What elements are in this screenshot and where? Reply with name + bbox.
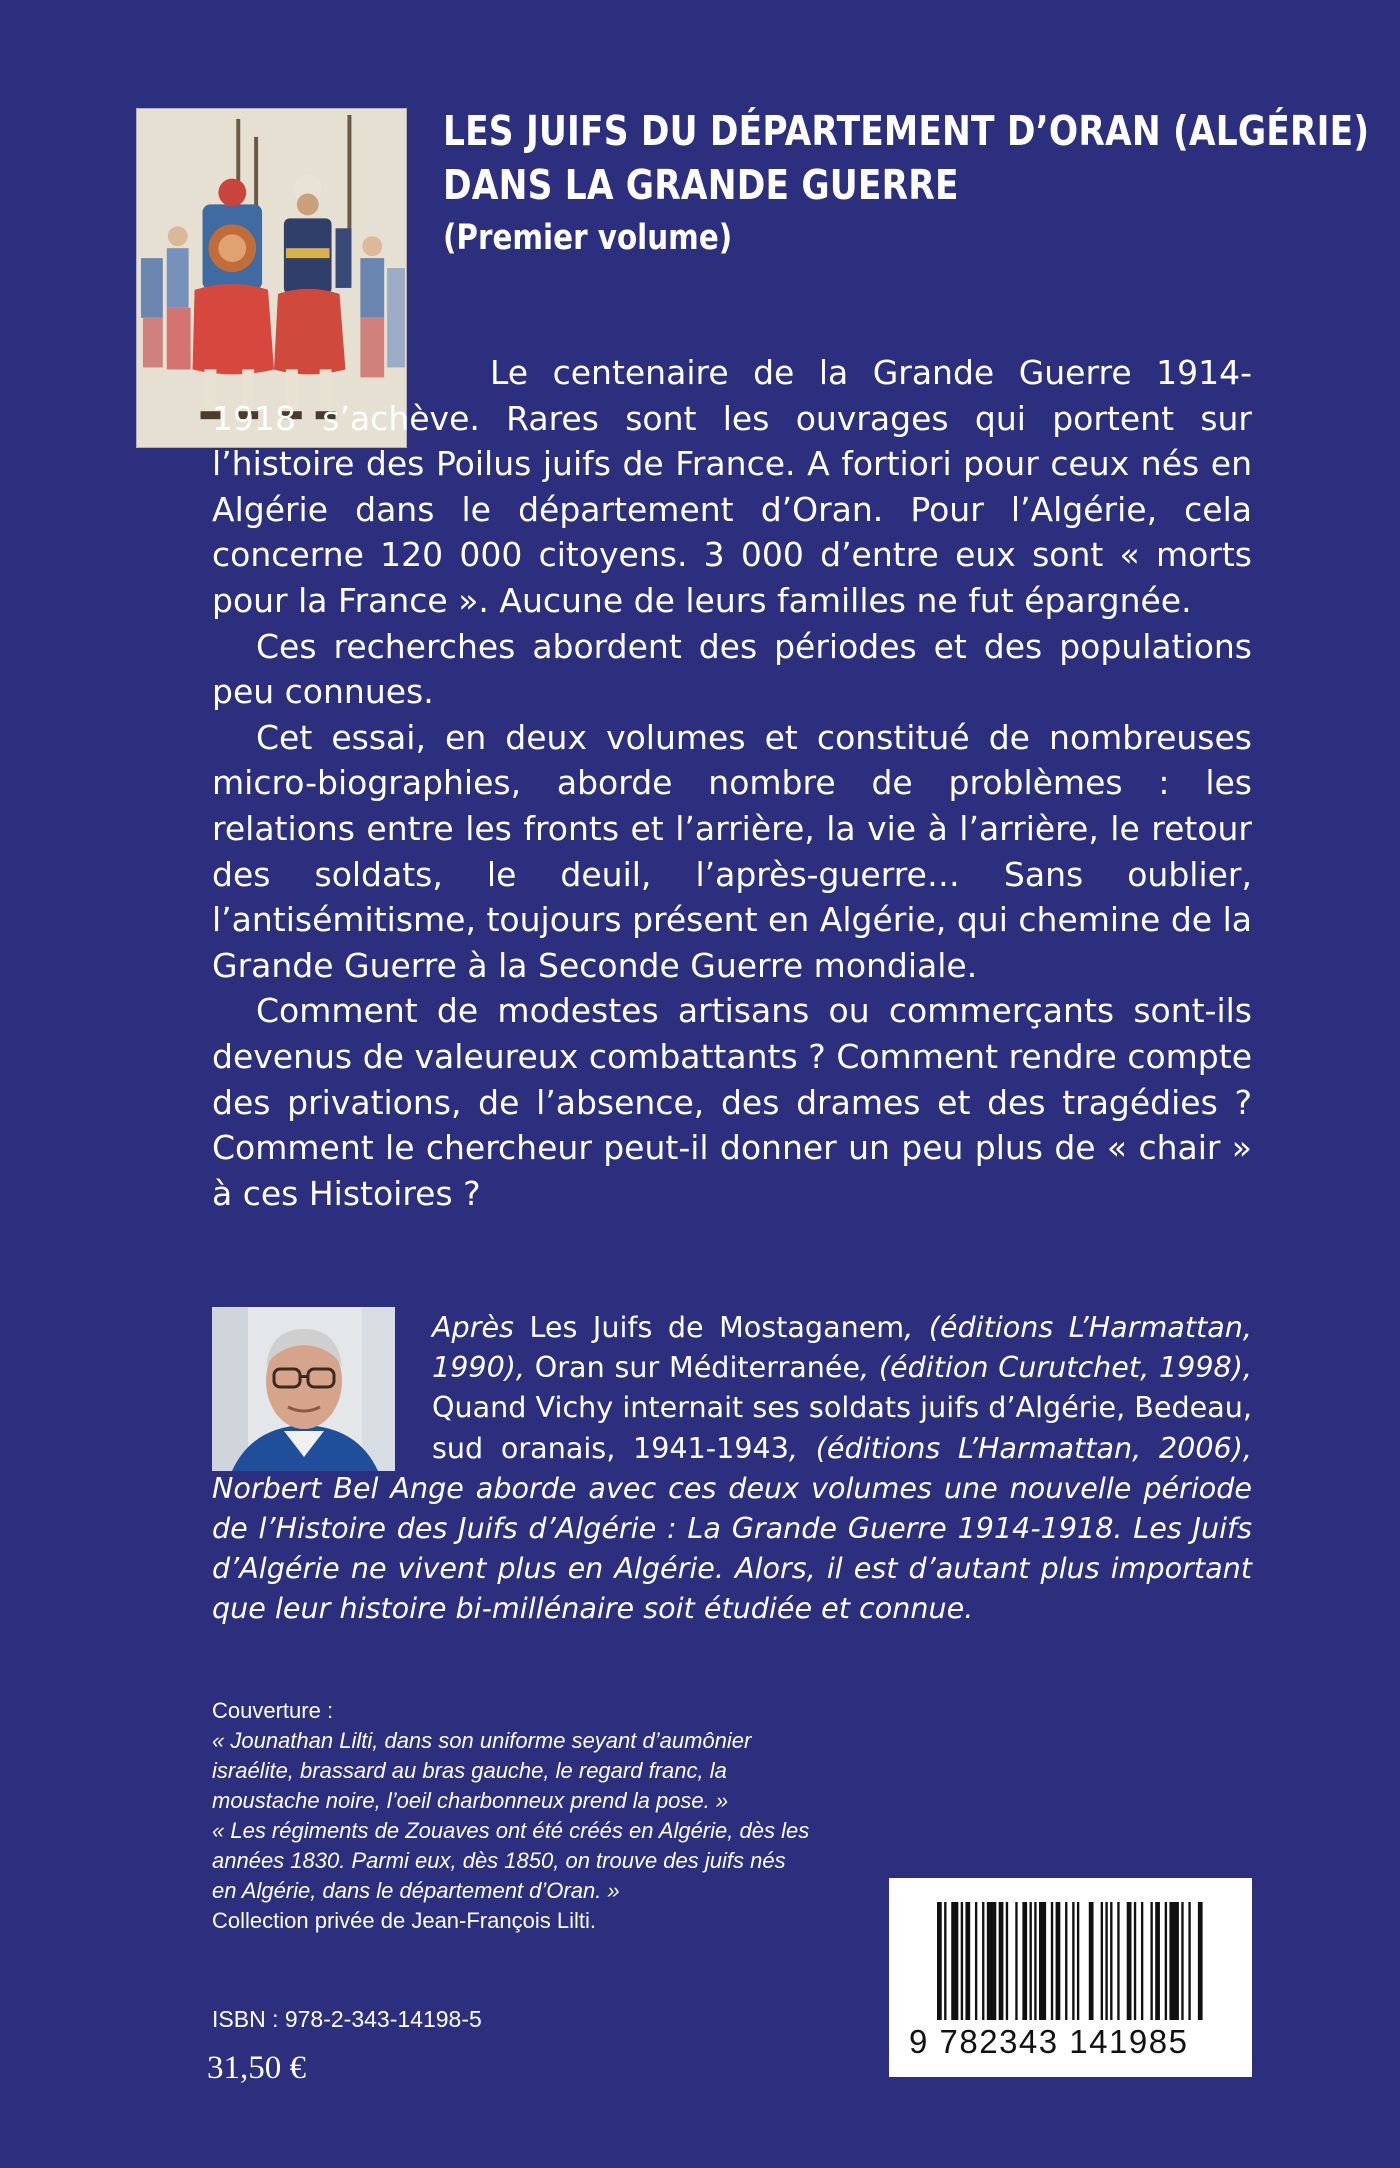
bio-segment: Les Juifs de Mostaganem [529, 1310, 905, 1344]
barcode-bar [1077, 1902, 1079, 2020]
barcode-bar [1110, 1902, 1112, 2020]
credits-collection: Collection privée de Jean-François Lilti. [212, 1908, 596, 1933]
cover-credits [212, 1696, 812, 1936]
price: 31,50 € [207, 2050, 306, 2086]
title-block [443, 104, 1370, 264]
barcode-bar [1015, 1902, 1017, 2020]
barcode-bar [1089, 1902, 1094, 2020]
barcode-bar [1134, 1902, 1136, 2020]
credits-quote: « Jounathan Lilti, dans son uniforme seyant d’aumônier israélite, brassard au bras gauche, le regard franc, la moustache noire, l’oeil charbonneux prend la pose. » [212, 1728, 752, 1813]
barcode-bar [1165, 1902, 1167, 2020]
barcode-bar [1105, 1902, 1107, 2020]
barcode-bar [1051, 1902, 1053, 2020]
bio-segment: Après [432, 1310, 530, 1344]
bio-segment: , (éditions L’Harmattan, 2006), Norbert Bel Ange aborde avec ces deux volumes une nouvelle période de l’Histoire des Juifs d’Algérie : La Grande Guerre 1914-1918. Les Juifs d’Algérie ne vivent plus en Algérie. Alors, il est d’autant plus important que leur histoire bi-millénaire soit étudiée et connue. [212, 1430, 1252, 1626]
barcode-digits: 9 782343 141985 [909, 2023, 1189, 2060]
barcode-bar [951, 1902, 958, 2020]
barcode [889, 1878, 1252, 2077]
book-subtitle: (Premier volume) [443, 218, 733, 258]
barcode-bar [1117, 1902, 1119, 2020]
barcode-bar [1198, 1902, 1203, 2020]
bio-segment: Quand Vichy internait ses soldats juifs d’Algérie, Bedeau, sud oranais, 1941-1943 [432, 1390, 1252, 1465]
credits-quote: « Les régiments de Zouaves ont été créés en Algérie, dès les années 1830. Parmi eux, dès 1850, on trouve des juifs nés en Algérie, dans le département d’Oran. » [212, 1818, 810, 1903]
blurb-paragraph: Comment de modestes artisans ou commerçants sont-ils devenus de valeureux combattants ? Comment rendre compte des privations, de l’absence, des drames et des tragédies ? Comment le chercheur peut-il donner un peu plus de « chair » à ces Histoires ? [212, 991, 1252, 1213]
barcode-bar [965, 1902, 970, 2020]
barcode-bars [937, 1902, 1205, 2020]
author-bio [212, 1307, 1252, 1629]
barcode-bar [1056, 1902, 1061, 2020]
barcode-bar [1072, 1902, 1074, 2020]
barcode-bar [1150, 1902, 1152, 2020]
barcode-bar [987, 1902, 996, 2020]
blurb-paragraph: Cet essai, en deux volumes et constitué de nombreuses micro-biographies, aborde nombre de problèmes : les relations entre les fronts et l’arrière, la vie à l’arrière, le retour des soldats, le deuil, l’après-guerre… Sans oublier, l’antisémitisme, toujours présent en Algérie, qui chemine de la Grande Guerre à la Seconde Guerre mondiale. [212, 717, 1252, 985]
bio-segment: , (éditions L’Harmattan, 1990), [432, 1310, 1252, 1385]
book-title-line-1: LES JUIFS DU DÉPARTEMENT D’ORAN (ALGÉRIE) [443, 107, 1370, 155]
blurb-paragraph: Le centenaire de la Grande Guerre 1914-1918 s’achève. Rares sont les ouvrages qui portent sur l’histoire des Poilus juifs de France. A fortiori pour ceux nés en Algérie dans le département d’Oran. Pour l’Algérie, cela concerne 120 000 citoyens. 3 000 d’entre eux sont « morts pour la France ». Aucune de leurs familles ne fut épargnée. [212, 353, 1252, 620]
bio-segment: , (édition Curutchet, 1998), [860, 1350, 1252, 1385]
barcode-bar [1030, 1902, 1032, 2020]
barcode-bar [1034, 1902, 1036, 2020]
barcode-bar [1141, 1902, 1143, 2020]
barcode-bar [1169, 1902, 1178, 2020]
barcode-bar [1065, 1902, 1067, 2020]
barcode-bar [1022, 1902, 1027, 2020]
barcode-bar [1181, 1902, 1183, 2020]
isbn: ISBN : 978-2-343-14198-5 [212, 2006, 482, 2032]
photo-spacer [212, 1307, 432, 1467]
credits-heading: Couverture : [212, 1698, 334, 1723]
barcode-bar [975, 1902, 977, 2020]
barcode-bar [1188, 1902, 1190, 2020]
barcode-bar [1127, 1902, 1132, 2020]
bio-segment: Oran sur Méditerranée [534, 1350, 861, 1385]
barcode-bar [1006, 1902, 1008, 2020]
barcode-bar [937, 1902, 942, 2020]
barcode-bar [1155, 1902, 1160, 2020]
blurb-paragraph: Ces recherches abordent des périodes et des populations peu connues. [212, 626, 1252, 712]
barcode-bar [961, 1902, 963, 2020]
book-title-line-2: DANS LA GRANDE GUERRE [443, 161, 959, 209]
barcode-bar [944, 1902, 946, 2020]
barcode-bar [982, 1902, 984, 2020]
barcode-bar [1101, 1902, 1103, 2020]
barcode-bar [999, 1902, 1004, 2020]
barcode-bar [1039, 1902, 1046, 2020]
blurb [212, 350, 1252, 1216]
